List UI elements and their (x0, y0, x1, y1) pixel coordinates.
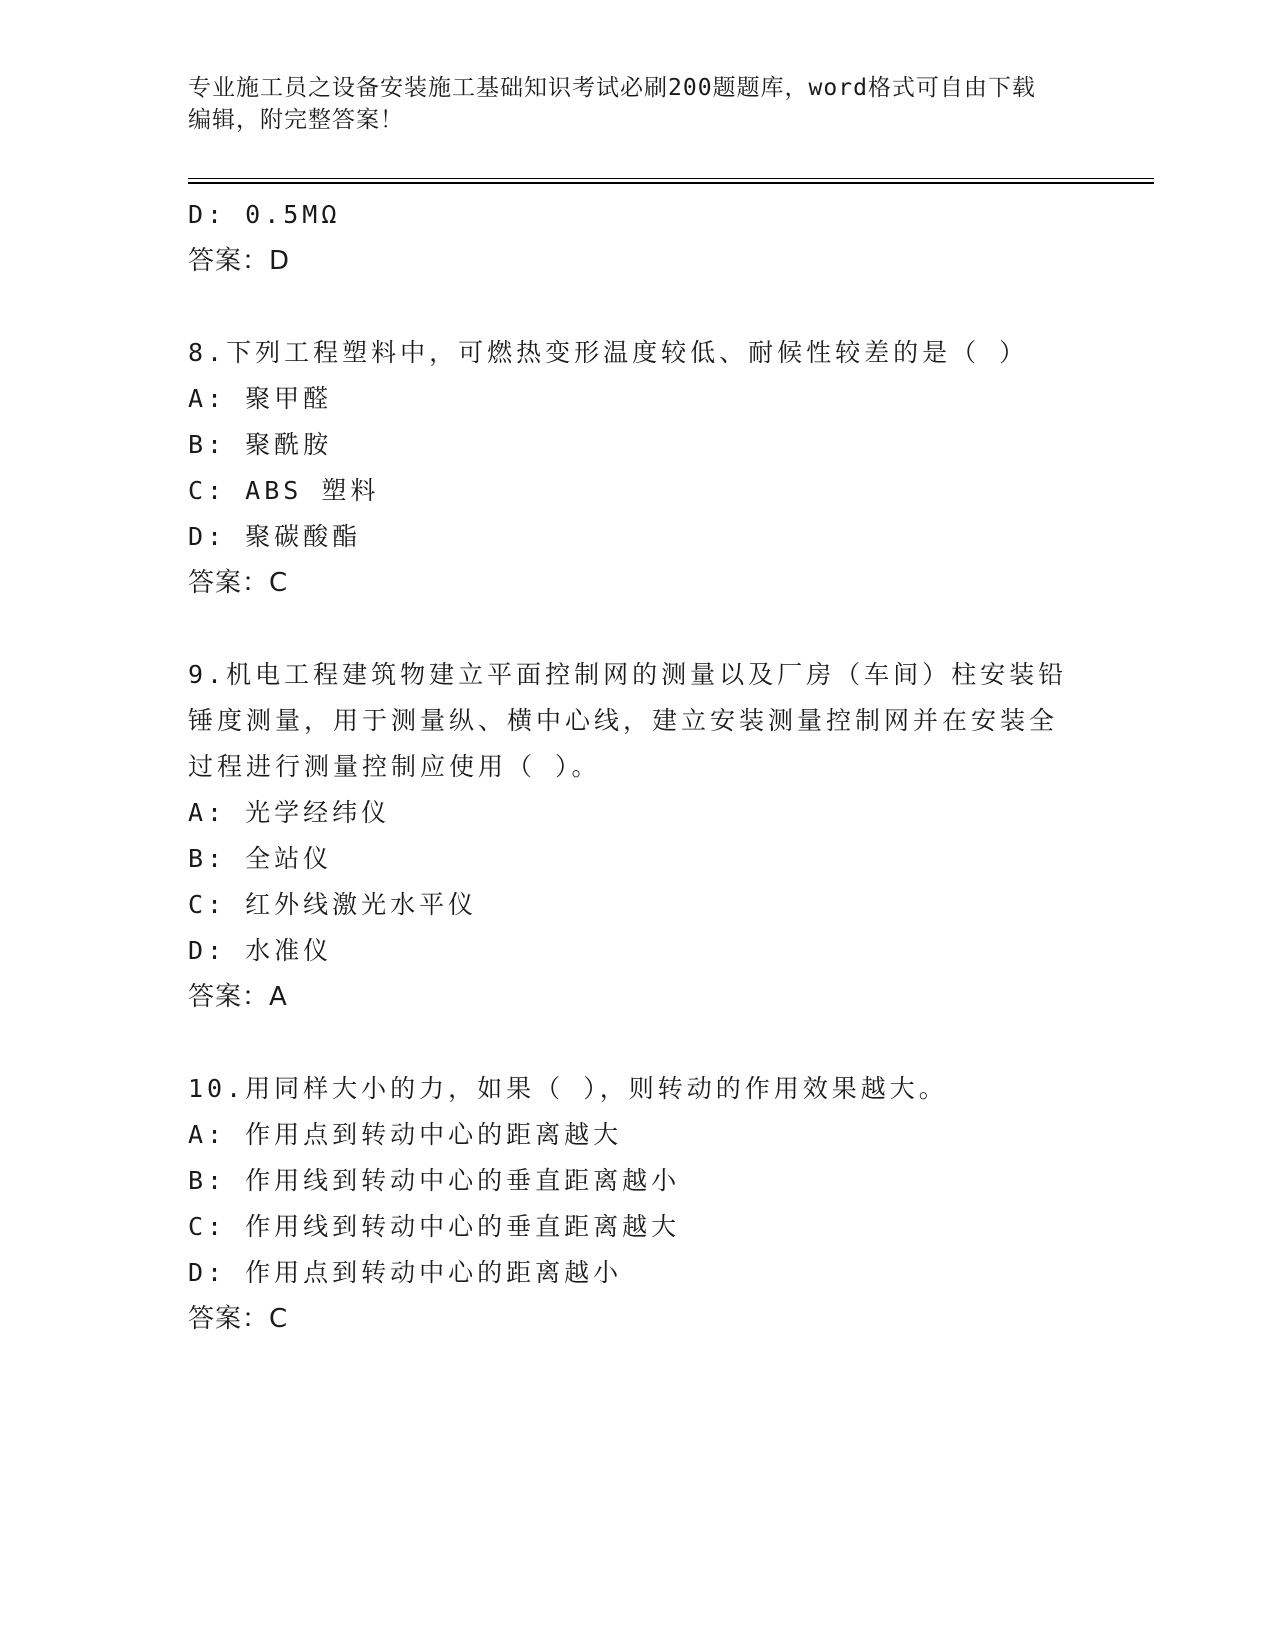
question-10 (188, 1066, 1088, 1342)
prev-option-d: D: 0.5MΩ (188, 200, 341, 229)
header-divider-thick (188, 182, 1154, 184)
question-9-option-a: A: 光学经纬仪 (188, 798, 391, 827)
question-8-option-d: D: 聚碳酸酯 (188, 522, 362, 551)
question-9-option-c: C: 红外线激光水平仪 (188, 890, 478, 919)
question-9 (188, 652, 1088, 1020)
question-9-stem-line-1: 9.机电工程建筑物建立平面控制网的测量以及厂房（车间）柱安装铅 (188, 660, 1068, 689)
question-8-option-b: B: 聚酰胺 (188, 430, 333, 459)
question-8 (188, 330, 1088, 606)
question-9-stem-line-2: 锤度测量，用于测量纵、横中心线，建立安装测量控制网并在安装全 (188, 706, 1059, 735)
question-10-option-d: D: 作用点到转动中心的距离越小 (188, 1258, 623, 1287)
question-10-answer: 答案：C (188, 1304, 289, 1334)
document-body (188, 192, 1088, 1342)
spacer (188, 1020, 1088, 1066)
question-9-answer: 答案：A (188, 982, 288, 1012)
question-9-stem-line-3: 过程进行测量控制应使用（ ）。 (188, 752, 601, 781)
question-8-answer: 答案：C (188, 568, 289, 598)
question-9-option-b: B: 全站仪 (188, 844, 333, 873)
question-8-stem: 8.下列工程塑料中，可燃热变形温度较低、耐候性较差的是（ ） (188, 338, 1029, 367)
spacer (188, 284, 1088, 330)
question-10-option-c: C: 作用线到转动中心的垂直距离越大 (188, 1212, 681, 1241)
header-title-line-2: 编辑，附完整答案！ (188, 107, 404, 133)
question-10-stem: 10.用同样大小的力，如果（ ），则转动的作用效果越大。 (188, 1074, 948, 1103)
question-8-option-a: A: 聚甲醛 (188, 384, 333, 413)
question-10-option-a: A: 作用点到转动中心的距离越大 (188, 1120, 623, 1149)
header-title-line-1: 专业施工员之设备安装施工基础知识考试必刷200题题库，word格式可自由下载 (188, 75, 1036, 101)
document-header (188, 72, 1088, 136)
question-10-option-b: B: 作用线到转动中心的垂直距离越小 (188, 1166, 681, 1195)
question-8-option-c: C: ABS 塑料 (188, 476, 380, 505)
question-9-option-d: D: 水准仪 (188, 936, 333, 965)
spacer (188, 606, 1088, 652)
header-divider-thin (188, 178, 1154, 179)
prev-answer: 答案：D (188, 246, 291, 276)
